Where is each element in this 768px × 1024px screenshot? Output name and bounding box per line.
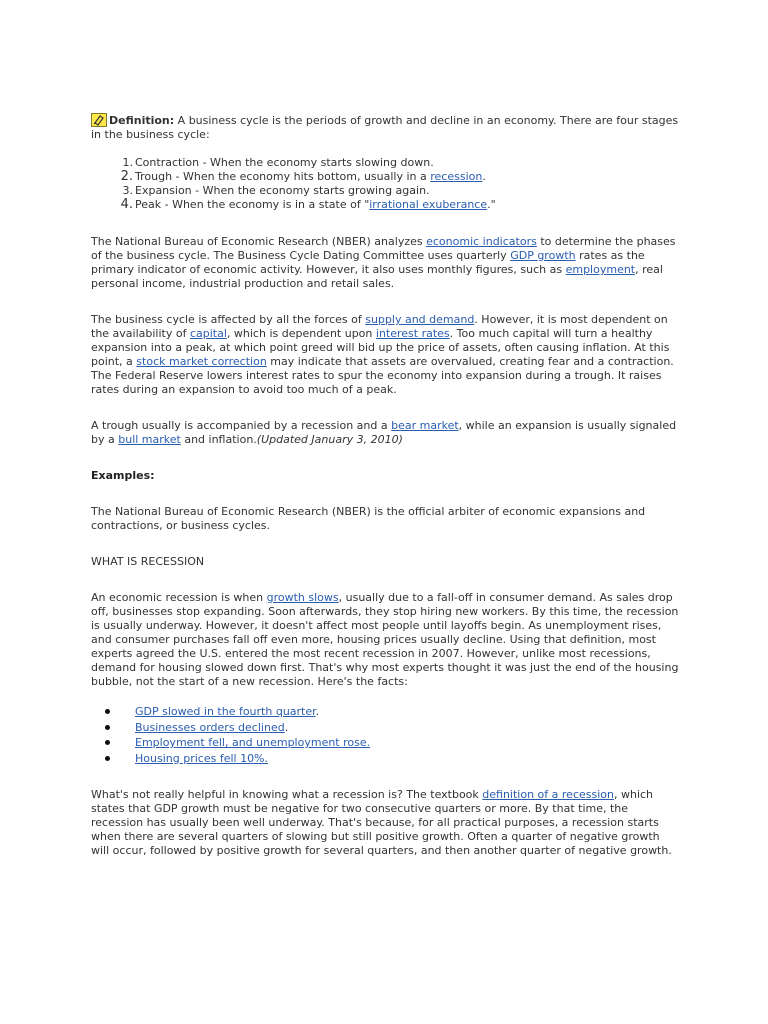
employment-link[interactable]: employment xyxy=(565,263,636,276)
irrational-exuberance-link[interactable]: irrational exuberance xyxy=(369,198,488,211)
text: An economic recession is when xyxy=(91,591,267,604)
stage-text: Trough - When the economy hits bottom, usually in a xyxy=(135,170,431,183)
stage-text-end: ." xyxy=(487,198,496,211)
list-item xyxy=(135,735,681,751)
stage-number: 3. xyxy=(122,184,133,197)
housing-prices-link[interactable]: Housing prices fell 10%. xyxy=(135,751,269,765)
text: , which states that GDP growth must be negative for two consecutive quarters or more. By that time, the recession has usually been well underway. That's because, for all practical purposes, a recession starts when there are several quarters of slowing but still positive growth. Often a quarter of negative growth will occur, followed by positive growth for several quarters, and then another quarter of negative growth. xyxy=(91,788,672,857)
interest-rates-link[interactable]: interest rates xyxy=(375,327,450,340)
supply-and-demand-link[interactable]: supply and demand xyxy=(365,313,475,326)
businesses-orders-link[interactable]: Businesses orders declined xyxy=(135,720,285,734)
bullet-icon xyxy=(105,725,110,730)
economic-indicators-link[interactable]: economic indicators xyxy=(426,235,537,248)
business-cycle-paragraph xyxy=(91,313,681,397)
bullet-icon xyxy=(105,740,110,745)
stock-market-correction-link[interactable]: stock market correction xyxy=(136,355,267,368)
stage-number: 4. xyxy=(120,197,133,212)
article xyxy=(91,114,681,858)
stage-item xyxy=(122,184,681,198)
text: . xyxy=(284,720,289,734)
stage-text-end: . xyxy=(482,170,486,183)
text: The business cycle is affected by all the forces of xyxy=(91,313,366,326)
stage-item xyxy=(120,169,681,184)
stage-number: 2. xyxy=(120,169,133,184)
text: The National Bureau of Economic Research (NBER) analyzes xyxy=(91,235,427,248)
text: rates as the primary indicator of economic activity. However, it also uses monthly figures, such as xyxy=(91,249,645,276)
gdp-growth-link[interactable]: GDP growth xyxy=(510,249,576,262)
stage-text: Contraction - When the economy starts slowing down. xyxy=(135,156,434,169)
list-item xyxy=(135,704,681,720)
bull-market-link[interactable]: bull market xyxy=(118,433,181,446)
definition-paragraph xyxy=(91,114,681,142)
text: . However, it is most dependent on the availability of xyxy=(91,313,668,340)
bullet-icon xyxy=(105,756,110,761)
text: , usually due to a fall-off in consumer demand. As sales drop off, businesses stop expanding. Soon afterwards, they stop hiring new workers. By this time, the recession is usually underway. However, it doesn't affect most people until layoffs begin. As unemployment rises, and consumer purchases fall off even more, housing prices usually decline. Using that definition, most experts agreed the U.S. entered the most recent recession in 2007. However, unlike most recessions, demand for housing slowed down first. That's why most experts thought it was just the end of the housing bubble, not the start of a new recession. Here's the facts: xyxy=(91,591,679,688)
facts-list xyxy=(91,704,681,766)
text: , which is dependent upon xyxy=(226,327,376,340)
list-item xyxy=(135,720,681,736)
text: and inflation. xyxy=(180,433,257,446)
gdp-slowed-link[interactable]: GDP slowed in the fourth quarter xyxy=(135,705,316,718)
definition-text: A business cycle is the periods of growth and decline in an economy. There are four stages in the business cycle: xyxy=(91,114,679,141)
definition-label: Definition: xyxy=(109,114,175,127)
bullet-icon xyxy=(105,709,110,714)
nber-paragraph xyxy=(91,235,681,291)
updated-note: (Updated January 3, 2010) xyxy=(256,433,403,446)
text: to determine the phases of the business cycle. The Business Cycle Dating Committee uses quarterly xyxy=(91,235,676,262)
examples-heading: Examples: xyxy=(91,469,155,482)
text: , while an expansion is usually signaled by a xyxy=(91,419,677,446)
text: . Too much capital will turn a healthy expansion into a peak, at which point greed will bid up the price of assets, often causing inflation. At this point, a xyxy=(91,327,670,368)
growth-slows-link[interactable]: growth slows xyxy=(266,591,339,604)
employment-fell-link[interactable]: Employment fell, and unemployment rose. xyxy=(135,736,371,749)
dictionary-icon[interactable] xyxy=(91,113,107,127)
capital-link[interactable]: capital xyxy=(189,327,227,340)
text: may indicate that assets are overvalued, creating fear and a contraction. The Federal Reserve lowers interest rates to spur the economy into expansion during a trough. It raises rates during an expansion to avoid too much of a peak. xyxy=(91,355,674,396)
stage-item xyxy=(122,156,681,170)
definition-of-recession-paragraph xyxy=(91,788,681,858)
stages-list xyxy=(91,156,681,212)
text: What's not really helpful in knowing what a recession is? The textbook xyxy=(91,788,483,801)
text: , real personal income, industrial production and retail sales. xyxy=(91,263,663,290)
what-is-recession-heading: WHAT IS RECESSION xyxy=(91,555,205,568)
bear-market-link[interactable]: bear market xyxy=(391,419,459,432)
examples-paragraph: The National Bureau of Economic Research (NBER) is the official arbiter of economic expansions and contractions, or business cycles. xyxy=(91,505,646,532)
trough-paragraph xyxy=(91,419,681,447)
stage-number: 1. xyxy=(122,156,133,169)
stage-text: Peak - When the economy is in a state of " xyxy=(135,198,370,211)
stage-item xyxy=(120,197,681,212)
recession-link[interactable]: recession xyxy=(430,170,483,183)
definition-of-recession-link[interactable]: definition of a recession xyxy=(482,788,614,801)
stage-text: Expansion - When the economy starts growing again. xyxy=(135,184,430,197)
text: . xyxy=(315,705,320,718)
list-item xyxy=(135,751,681,767)
recession-paragraph xyxy=(91,591,681,689)
text: A trough usually is accompanied by a recession and a xyxy=(91,419,392,432)
